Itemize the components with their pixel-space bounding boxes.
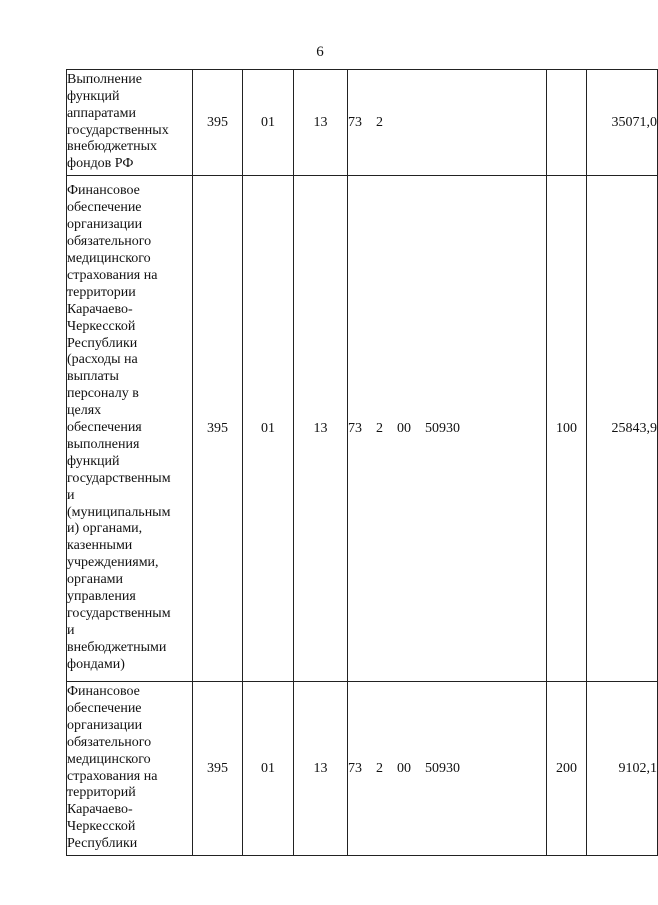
expense-name-line: Выполнение [67,71,142,87]
expense-name-line: (расходы на [67,352,138,368]
section-code-cell: 01 [243,176,294,682]
subsection-code-cell: 13 [294,176,348,682]
expense-type-cell [547,70,587,176]
subsection-code-cell: 13 [294,682,348,856]
expense-name-line: страхования на [67,267,158,283]
expense-name-line: и [67,622,75,638]
program-code: 73 [348,420,362,436]
subprogram-code: 2 [376,114,383,130]
subprogram-code: 2 [376,760,383,776]
expense-name-line: Финансовое [67,183,140,199]
expense-name-line: выполнения [67,436,140,452]
direction-code: 50930 [425,420,460,436]
table-row [67,70,658,176]
expense-name-line: государственным [67,470,171,486]
expense-name-line: государственных [67,122,169,138]
expense-name-line: и) органами, [67,521,143,537]
expense-name-line: государственным [67,606,171,622]
expense-name-line: медицинского [67,250,151,266]
expense-name-line: Черкесской [67,318,136,334]
main-event-code: 00 [397,420,411,436]
amount-cell: 35071,0 [587,70,658,176]
page-number: 6 [316,44,324,60]
expense-name-line: казенными [67,538,133,554]
expense-name-line: обязательного [67,234,152,250]
expense-name-line: персоналу в [67,386,139,402]
expense-name-line: (муниципальным [67,504,171,520]
expense-name-line: функций [67,453,120,469]
expense-name-line: органами [67,572,124,588]
expense-name-line: внебюджетных [67,139,158,155]
expense-name-line: организации [67,717,143,733]
expense-name-line: управления [67,589,136,605]
expense-name-line: территории [67,284,136,300]
expense-name-line: Карачаево- [67,802,133,818]
target-article-cell [348,176,547,682]
expense-name-line: фондами) [67,656,125,672]
expense-name-line: территорий [67,785,136,801]
expense-name-line: организации [67,217,143,233]
expense-name-line: выплаты [67,369,119,385]
expense-name-cell [67,70,193,176]
expense-name-line: Республики [67,335,138,351]
expense-name-line: медицинского [67,751,151,767]
expense-name-line: обеспечение [67,700,142,716]
section-code-cell: 01 [243,70,294,176]
expense-name-line: обязательного [67,734,152,750]
amount-cell: 9102,1 [587,682,658,856]
target-article-cell [348,682,547,856]
expense-name-line: обеспечение [67,200,142,216]
expense-name-line: фондов РФ [67,156,134,172]
expense-name-line: Карачаево- [67,301,133,317]
expense-name-line: Черкесской [67,819,136,835]
main-event-code: 00 [397,760,411,776]
direction-code: 50930 [425,760,460,776]
expense-name-line: целях [67,403,102,419]
expense-name-cell [67,682,193,856]
budget-table [66,69,658,856]
expense-type-cell: 200 [547,682,587,856]
expense-name-cell [67,176,193,682]
table-row [67,682,658,856]
expense-name-line: функций [67,88,120,104]
expense-type-cell: 100 [547,176,587,682]
expense-name-line: Финансовое [67,683,140,699]
program-code: 73 [348,114,362,130]
subprogram-code: 2 [376,420,383,436]
expense-name-line: обеспечения [67,420,142,436]
ministry-code-cell: 395 [193,682,243,856]
expense-name-line: учреждениями, [67,555,159,571]
target-article-cell [348,70,547,176]
program-code: 73 [348,760,362,776]
expense-name-line: аппаратами [67,105,136,121]
subsection-code-cell: 13 [294,70,348,176]
expense-name-line: и [67,487,75,503]
amount-cell: 25843,9 [587,176,658,682]
ministry-code-cell: 395 [193,70,243,176]
expense-name-line: Республики [67,836,138,852]
expense-name-line: внебюджетными [67,639,167,655]
table-row [67,176,658,682]
ministry-code-cell: 395 [193,176,243,682]
section-code-cell: 01 [243,682,294,856]
expense-name-line: страхования на [67,768,158,784]
